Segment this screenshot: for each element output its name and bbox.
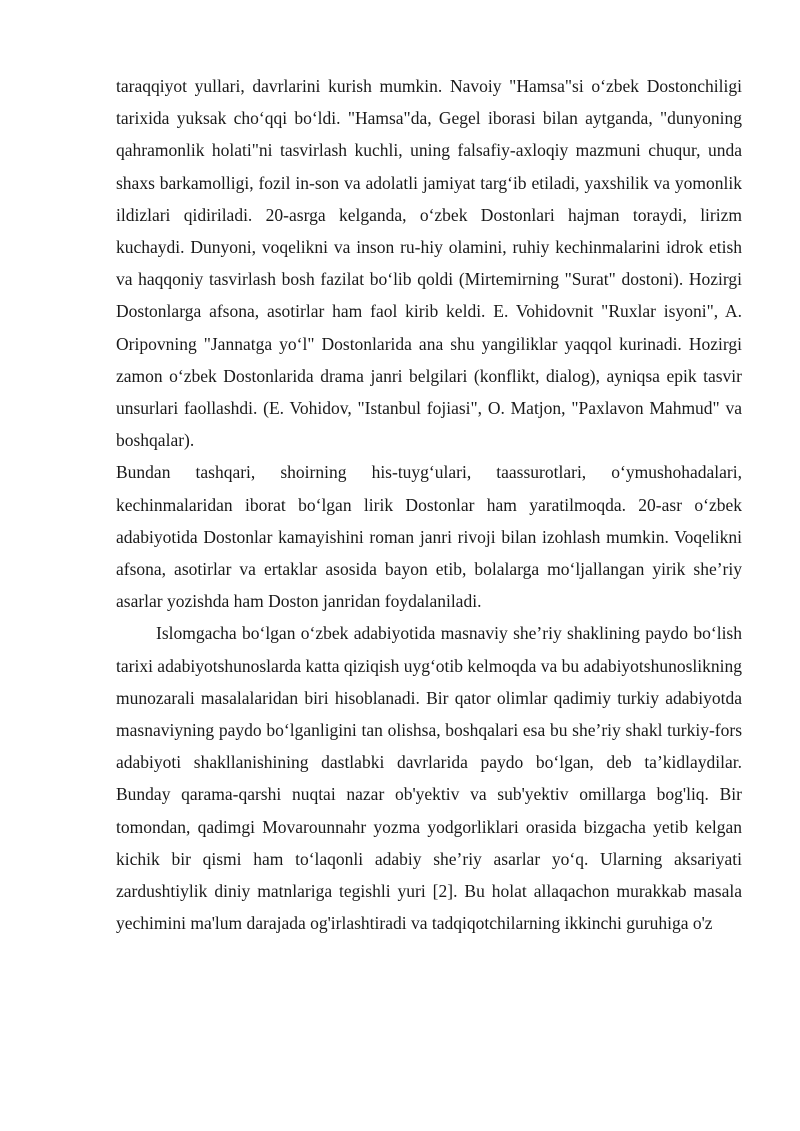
document-page [116,70,742,939]
paragraph-2: Bundan tashqari, shoirning his-tuyg‘ulari, taassurotlari, o‘ymushohadalari, kechinmalaridan iborat bo‘lgan lirik Dostonlar ham yaratilmoqda. 20-asr o‘zbek adabiyotida Dostonlar kamayishini roman janri rivoji bilan izohlash mumkin. Voqelikni afsona, asotirlar va ertaklar asosida bayon etib, bolalarga mo‘ljallangan yirik she’riy asarlar yozishda ham Doston janridan foydalaniladi. [116,462,742,612]
paragraph-1: taraqqiyot yullari, davrlarini kurish mumkin. Navoiy "Hamsa"si o‘zbek Dostonchiligi tarixida yuksak cho‘qqi bo‘ldi. "Hamsa"da, Gegel iborasi bilan aytganda, "dunyoning qahramonlik holati"ni tasvirlash kuchli, uning falsafiy-axloqiy mazmuni chuqur, unda shaxs barkamolligi, fozil in-son va adolatli jamiyat targ‘ib etiladi, yaxshilik va yomonlik ildizlari qidiriladi. 20-asrga kelganda, o‘zbek Dostonlari hajman toraydi, lirizm kuchaydi. Dunyoni, voqelikni va inson ru-hiy olamini, ruhiy kechinmalarini idrok etish va haqqoniy tasvirlash bosh fazilat bo‘lib qoldi (Mirtemirning "Surat" dostoni). Hozirgi Dostonlarga afsona, asotirlar ham faol kirib keldi. E. Vohidovnit "Ruxlar isyoni", A. Oripovning "Jannatga yo‘l" Dostonlarida ana shu yangiliklar yaqqol kurinadi. Hozirgi zamon o‘zbek Dostonlarida drama janri belgilari (konflikt, dialog), ayniqsa epik tasvir unsurlari faollashdi. (E. Vohidov, "Istanbul fojiasi", O. Matjon, "Paxlavon Mahmud" va boshqalar). [116,76,742,451]
paragraph-3: Islomgacha bo‘lgan o‘zbek adabiyotida masnaviy she’riy shaklining paydo bo‘lish tarixi adabiyotshunoslarda katta qiziqish uyg‘otib kelmoqda va bu adabiyotshunoslikning munozarali masalalaridan biri hisoblanadi. Bir qator olimlar qadimiy turkiy adabiyotda masnaviyning paydo bo‘lganligini tan olishsa, boshqalari esa bu she’riy shakl turkiy-fors adabiyoti shakllanishining dastlabki davrlarida paydo bo‘lgan, deb ta’kidlaydilar. Bunday qarama-qarshi nuqtai nazar ob'yektiv va sub'yektiv omillarga bog'liq. Bir tomondan, qadimgi Movarounnahr yozma yodgorliklari orasida bizgacha yetib kelgan kichik bir qismi ham to‘laqonli adabiy she’riy asarlar yo‘q. Ularning aksariyati zardushtiylik diniy matnlariga tegishli yuri [2]. Bu holat allaqachon murakkab masala yechimini ma'lum darajada og'irlashtiradi va tadqiqotchilarning ikkinchi guruhiga o'z [116,623,743,934]
